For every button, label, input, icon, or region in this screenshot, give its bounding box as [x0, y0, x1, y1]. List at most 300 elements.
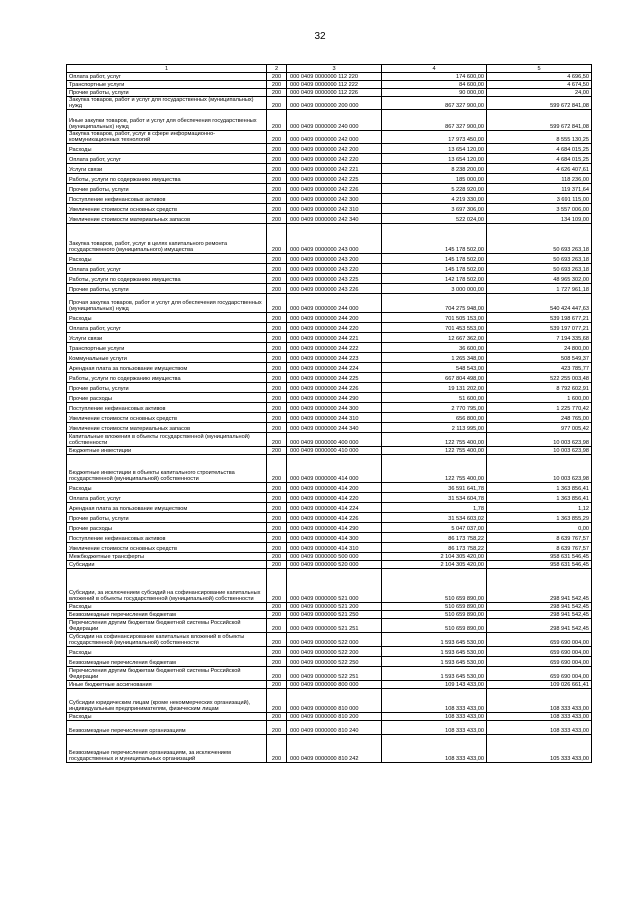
row-kbk-cell: 000 0409 0000000 244 310 [287, 413, 382, 423]
row-plan-amount-cell: 17 973 450,00 [382, 131, 487, 144]
table-row [67, 721, 592, 735]
table-row [67, 455, 592, 483]
row-fact-amount-cell: 8 639 767,57 [487, 543, 592, 553]
row-kbk-cell: 000 0409 0000000 414 000 [287, 455, 382, 483]
row-code-cell: 200 [267, 569, 287, 603]
row-code-cell: 200 [267, 110, 287, 131]
row-code-cell: 200 [267, 284, 287, 294]
row-plan-amount-cell: 701 453 553,00 [382, 323, 487, 333]
row-kbk-cell: 000 0409 0000000 522 251 [287, 667, 382, 681]
header-cell-code: 2 [267, 65, 287, 73]
row-code-cell: 200 [267, 131, 287, 144]
row-fact-amount-cell: 108 333 433,00 [487, 689, 592, 713]
row-kbk-cell: 000 0409 0000000 414 310 [287, 543, 382, 553]
row-fact-amount-cell: 24,00 [487, 89, 592, 97]
row-kbk-cell: 000 0409 0000000 242 226 [287, 184, 382, 194]
row-kbk-cell: 000 0409 0000000 410 000 [287, 447, 382, 455]
table-row [67, 513, 592, 523]
row-kbk-cell: 000 0409 0000000 242 225 [287, 174, 382, 184]
table-row [67, 294, 592, 313]
row-plan-amount-cell: 13 654 120,00 [382, 154, 487, 164]
row-kbk-cell: 000 0409 0000000 244 000 [287, 294, 382, 313]
row-kbk-cell: 000 0409 0000000 414 200 [287, 483, 382, 493]
row-name-cell: Безвозмездные перечисления бюджетам [67, 611, 267, 619]
row-plan-amount-cell: 2 104 305 420,00 [382, 553, 487, 561]
row-code-cell: 200 [267, 89, 287, 97]
table-row [67, 254, 592, 264]
row-fact-amount-cell: 4 626 407,61 [487, 164, 592, 174]
row-fact-amount-cell: 298 941 542,45 [487, 603, 592, 611]
row-code-cell: 200 [267, 611, 287, 619]
row-kbk-cell: 000 0409 0000000 522 200 [287, 647, 382, 657]
row-plan-amount-cell: 548 543,00 [382, 363, 487, 373]
table-row [67, 533, 592, 543]
row-fact-amount-cell: 4 684 015,25 [487, 154, 592, 164]
row-fact-amount-cell: 108 333 433,00 [487, 713, 592, 721]
row-plan-amount-cell: 2 113 995,00 [382, 423, 487, 433]
row-plan-amount-cell: 1 593 645 530,00 [382, 657, 487, 667]
row-fact-amount-cell: 539 198 677,21 [487, 313, 592, 323]
row-plan-amount-cell: 145 178 502,00 [382, 264, 487, 274]
table-row [67, 81, 592, 89]
row-plan-amount-cell: 12 667 362,00 [382, 333, 487, 343]
row-kbk-cell: 000 0409 0000000 242 200 [287, 144, 382, 154]
row-fact-amount-cell: 8 639 767,57 [487, 533, 592, 543]
row-name-cell: Арендная плата за пользование имуществом [67, 363, 267, 373]
row-fact-amount-cell: 522 255 003,48 [487, 373, 592, 383]
row-kbk-cell: 000 0409 0000000 244 220 [287, 323, 382, 333]
row-code-cell: 200 [267, 433, 287, 447]
row-code-cell: 200 [267, 523, 287, 533]
row-plan-amount-cell: 109 143 433,00 [382, 681, 487, 689]
row-fact-amount-cell: 24 800,00 [487, 343, 592, 353]
row-plan-amount-cell: 31 534 604,78 [382, 493, 487, 503]
row-plan-amount-cell: 1 265 348,00 [382, 353, 487, 363]
row-plan-amount-cell: 5 047 037,00 [382, 523, 487, 533]
row-kbk-cell: 000 0409 0000000 242 000 [287, 131, 382, 144]
row-plan-amount-cell: 1 593 645 530,00 [382, 633, 487, 647]
row-fact-amount-cell: 119 371,64 [487, 184, 592, 194]
row-fact-amount-cell: 7 194 335,68 [487, 333, 592, 343]
row-plan-amount-cell: 522 024,00 [382, 214, 487, 224]
row-kbk-cell: 000 0409 0000000 414 300 [287, 533, 382, 543]
row-code-cell: 200 [267, 353, 287, 363]
row-kbk-cell: 000 0409 0000000 414 224 [287, 503, 382, 513]
row-name-cell: Капитальные вложения в объекты государственной (муниципальной) собственности [67, 433, 267, 447]
row-name-cell: Расходы [67, 483, 267, 493]
row-plan-amount-cell: 656 800,00 [382, 413, 487, 423]
row-kbk-cell: 000 0409 0000000 243 226 [287, 284, 382, 294]
row-code-cell: 200 [267, 561, 287, 569]
row-plan-amount-cell: 36 591 641,78 [382, 483, 487, 493]
row-kbk-cell: 000 0409 0000000 810 240 [287, 721, 382, 735]
row-kbk-cell: 000 0409 0000000 521 200 [287, 603, 382, 611]
table-row [67, 110, 592, 131]
row-kbk-cell: 000 0409 0000000 521 000 [287, 569, 382, 603]
row-code-cell: 200 [267, 483, 287, 493]
row-plan-amount-cell: 31 534 603,02 [382, 513, 487, 523]
row-fact-amount-cell: 248 765,00 [487, 413, 592, 423]
row-fact-amount-cell: 118 236,00 [487, 174, 592, 184]
row-plan-amount-cell: 510 659 890,00 [382, 611, 487, 619]
table-row [67, 619, 592, 633]
row-plan-amount-cell: 174 600,00 [382, 73, 487, 81]
row-kbk-cell: 000 0409 0000000 400 000 [287, 433, 382, 447]
row-plan-amount-cell: 3 697 306,00 [382, 204, 487, 214]
row-kbk-cell: 000 0409 0000000 112 220 [287, 73, 382, 81]
row-plan-amount-cell: 5 228 920,00 [382, 184, 487, 194]
table-row [67, 224, 592, 254]
table-row [67, 131, 592, 144]
row-name-cell: Прочие расходы [67, 393, 267, 403]
row-kbk-cell: 000 0409 0000000 522 000 [287, 633, 382, 647]
row-name-cell: Расходы [67, 713, 267, 721]
row-code-cell: 200 [267, 667, 287, 681]
row-name-cell: Услуги связи [67, 164, 267, 174]
row-name-cell: Оплата работ, услуг [67, 154, 267, 164]
table-row [67, 735, 592, 763]
row-name-cell: Увеличение стоимости основных средств [67, 543, 267, 553]
table-header-row [67, 65, 592, 73]
row-code-cell: 200 [267, 413, 287, 423]
row-fact-amount-cell: 4 684 015,25 [487, 144, 592, 154]
table-row [67, 603, 592, 611]
row-kbk-cell: 000 0409 0000000 414 290 [287, 523, 382, 533]
row-name-cell: Услуги связи [67, 333, 267, 343]
row-fact-amount-cell: 599 672 841,08 [487, 97, 592, 110]
row-fact-amount-cell: 540 424 447,63 [487, 294, 592, 313]
row-code-cell: 200 [267, 204, 287, 214]
row-name-cell: Увеличение стоимости материальных запасов [67, 423, 267, 433]
row-plan-amount-cell: 122 755 400,00 [382, 433, 487, 447]
header-cell-plan: 4 [382, 65, 487, 73]
row-name-cell: Прочая закупка товаров, работ и услуг для обеспечения государственных (муниципальных) нужд [67, 294, 267, 313]
row-fact-amount-cell: 1 363 856,41 [487, 483, 592, 493]
table-row [67, 553, 592, 561]
row-code-cell: 200 [267, 393, 287, 403]
row-kbk-cell: 000 0409 0000000 242 310 [287, 204, 382, 214]
table-row [67, 73, 592, 81]
row-kbk-cell: 000 0409 0000000 200 000 [287, 97, 382, 110]
row-name-cell: Прочие работы, услуги [67, 513, 267, 523]
row-fact-amount-cell: 4 674,50 [487, 81, 592, 89]
row-name-cell: Субсидии, за исключением субсидий на софинансирование капитальных вложений в объекты государственной (муниципальной) собственности [67, 569, 267, 603]
row-name-cell: Прочие расходы [67, 523, 267, 533]
table-row [67, 493, 592, 503]
row-fact-amount-cell: 8 792 602,91 [487, 383, 592, 393]
row-fact-amount-cell: 134 109,00 [487, 214, 592, 224]
table-row [67, 353, 592, 363]
table-row [67, 523, 592, 533]
row-name-cell: Межбюджетные трансферты [67, 553, 267, 561]
row-plan-amount-cell: 1 593 645 530,00 [382, 647, 487, 657]
table-row [67, 164, 592, 174]
table-row [67, 647, 592, 657]
row-plan-amount-cell: 86 173 758,22 [382, 533, 487, 543]
row-plan-amount-cell: 701 505 153,00 [382, 313, 487, 323]
row-plan-amount-cell: 1 593 645 530,00 [382, 667, 487, 681]
row-code-cell: 200 [267, 493, 287, 503]
table-row [67, 373, 592, 383]
row-name-cell: Закупка товаров, работ и услуг для государственных (муниципальных) нужд [67, 97, 267, 110]
table-row [67, 363, 592, 373]
row-plan-amount-cell: 36 600,00 [382, 343, 487, 353]
row-kbk-cell: 000 0409 0000000 244 200 [287, 313, 382, 323]
table-row [67, 713, 592, 721]
row-kbk-cell: 000 0409 0000000 810 242 [287, 735, 382, 763]
row-name-cell: Увеличение стоимости основных средств [67, 413, 267, 423]
row-fact-amount-cell: 1 363 856,41 [487, 493, 592, 503]
row-code-cell: 200 [267, 543, 287, 553]
row-name-cell: Работы, услуги по содержанию имущества [67, 373, 267, 383]
row-kbk-cell: 000 0409 0000000 500 000 [287, 553, 382, 561]
table-row [67, 174, 592, 184]
row-name-cell: Прочие работы, услуги [67, 284, 267, 294]
table-row [67, 284, 592, 294]
row-name-cell: Оплата работ, услуг [67, 264, 267, 274]
row-plan-amount-cell: 108 333 433,00 [382, 689, 487, 713]
row-code-cell: 200 [267, 363, 287, 373]
row-plan-amount-cell: 4 219 330,00 [382, 194, 487, 204]
table-row [67, 323, 592, 333]
row-kbk-cell: 000 0409 0000000 810 000 [287, 689, 382, 713]
row-code-cell: 200 [267, 97, 287, 110]
row-fact-amount-cell: 50 693 263,18 [487, 254, 592, 264]
header-cell-fact: 5 [487, 65, 592, 73]
row-code-cell: 200 [267, 164, 287, 174]
row-code-cell: 200 [267, 294, 287, 313]
row-kbk-cell: 000 0409 0000000 243 225 [287, 274, 382, 284]
row-name-cell: Бюджетные инвестиции [67, 447, 267, 455]
row-fact-amount-cell: 599 672 841,08 [487, 110, 592, 131]
row-fact-amount-cell: 109 026 661,41 [487, 681, 592, 689]
table-row [67, 503, 592, 513]
row-fact-amount-cell: 8 555 130,25 [487, 131, 592, 144]
row-fact-amount-cell: 508 549,37 [487, 353, 592, 363]
row-fact-amount-cell: 958 631 546,45 [487, 561, 592, 569]
row-plan-amount-cell: 185 000,00 [382, 174, 487, 184]
row-name-cell: Перечисления другим бюджетам бюджетной системы Российской Федерации [67, 667, 267, 681]
row-name-cell: Поступление нефинансовых активов [67, 533, 267, 543]
row-code-cell: 200 [267, 647, 287, 657]
row-kbk-cell: 000 0409 0000000 242 220 [287, 154, 382, 164]
row-name-cell: Коммунальные услуги [67, 353, 267, 363]
row-plan-amount-cell: 1,78 [382, 503, 487, 513]
row-code-cell: 200 [267, 194, 287, 204]
row-fact-amount-cell: 1 363 855,29 [487, 513, 592, 523]
row-name-cell: Иные бюджетные ассигнования [67, 681, 267, 689]
row-fact-amount-cell: 977 005,42 [487, 423, 592, 433]
row-code-cell: 200 [267, 513, 287, 523]
table-row [67, 194, 592, 204]
row-name-cell: Оплата работ, услуг [67, 493, 267, 503]
row-code-cell: 200 [267, 73, 287, 81]
row-fact-amount-cell: 0,00 [487, 523, 592, 533]
row-plan-amount-cell: 2 770 795,00 [382, 403, 487, 413]
row-plan-amount-cell: 704 275 948,00 [382, 294, 487, 313]
row-plan-amount-cell: 3 000 000,00 [382, 284, 487, 294]
row-name-cell: Иные закупки товаров, работ и услуг для обеспечения государственных (муниципальных) нужд [67, 110, 267, 131]
table-row [67, 204, 592, 214]
row-plan-amount-cell: 108 333 433,00 [382, 735, 487, 763]
row-kbk-cell: 000 0409 0000000 112 226 [287, 89, 382, 97]
row-code-cell: 200 [267, 264, 287, 274]
row-name-cell: Расходы [67, 144, 267, 154]
row-fact-amount-cell: 1 600,00 [487, 393, 592, 403]
table-row [67, 433, 592, 447]
row-plan-amount-cell: 142 178 502,00 [382, 274, 487, 284]
row-fact-amount-cell: 659 690 004,00 [487, 667, 592, 681]
row-code-cell: 200 [267, 333, 287, 343]
table-row [67, 447, 592, 455]
row-name-cell: Прочие работы, услуги [67, 89, 267, 97]
row-code-cell: 200 [267, 214, 287, 224]
row-code-cell: 200 [267, 254, 287, 264]
row-fact-amount-cell: 298 941 542,45 [487, 569, 592, 603]
row-plan-amount-cell: 510 659 890,00 [382, 619, 487, 633]
row-name-cell: Расходы [67, 603, 267, 611]
row-fact-amount-cell: 659 690 004,00 [487, 647, 592, 657]
row-plan-amount-cell: 19 131 202,00 [382, 383, 487, 393]
row-name-cell: Безвозмездные перечисления организациям [67, 721, 267, 735]
row-kbk-cell: 000 0409 0000000 244 222 [287, 343, 382, 353]
row-code-cell: 200 [267, 619, 287, 633]
table-row [67, 274, 592, 284]
row-kbk-cell: 000 0409 0000000 244 290 [287, 393, 382, 403]
row-name-cell: Безвозмездные перечисления бюджетам [67, 657, 267, 667]
row-name-cell: Поступление нефинансовых активов [67, 403, 267, 413]
row-name-cell: Работы, услуги по содержанию имущества [67, 174, 267, 184]
table-row [67, 633, 592, 647]
row-fact-amount-cell: 50 693 263,18 [487, 224, 592, 254]
row-name-cell: Арендная плата за пользование имуществом [67, 503, 267, 513]
table-row [67, 403, 592, 413]
table-row [67, 393, 592, 403]
row-plan-amount-cell: 8 238 200,00 [382, 164, 487, 174]
table-row [67, 264, 592, 274]
row-code-cell: 200 [267, 144, 287, 154]
row-fact-amount-cell: 105 333 433,00 [487, 735, 592, 763]
table-row [67, 543, 592, 553]
row-plan-amount-cell: 90 000,00 [382, 89, 487, 97]
row-kbk-cell: 000 0409 0000000 520 000 [287, 561, 382, 569]
header-cell-kbk: 3 [287, 65, 382, 73]
row-code-cell: 200 [267, 447, 287, 455]
row-fact-amount-cell: 659 690 004,00 [487, 633, 592, 647]
row-name-cell: Поступление нефинансовых активов [67, 194, 267, 204]
row-fact-amount-cell: 958 631 546,45 [487, 553, 592, 561]
row-fact-amount-cell: 3 557 006,00 [487, 204, 592, 214]
row-code-cell: 200 [267, 713, 287, 721]
row-fact-amount-cell: 48 965 302,00 [487, 274, 592, 284]
row-code-cell: 200 [267, 657, 287, 667]
row-name-cell: Оплата работ, услуг [67, 323, 267, 333]
row-plan-amount-cell: 84 600,00 [382, 81, 487, 89]
row-code-cell: 200 [267, 633, 287, 647]
row-kbk-cell: 000 0409 0000000 521 250 [287, 611, 382, 619]
row-fact-amount-cell: 298 941 542,45 [487, 611, 592, 619]
row-name-cell: Расходы [67, 647, 267, 657]
row-kbk-cell: 000 0409 0000000 244 224 [287, 363, 382, 373]
row-name-cell: Закупка товаров, работ, услуг в сфере информационно-коммуникационных технологий [67, 131, 267, 144]
row-code-cell: 200 [267, 274, 287, 284]
row-name-cell: Прочие работы, услуги [67, 184, 267, 194]
table-row [67, 423, 592, 433]
row-plan-amount-cell: 510 659 890,00 [382, 569, 487, 603]
row-name-cell: Бюджетные инвестиции в объекты капитального строительства государственной (муниципальной) собственности [67, 455, 267, 483]
table-row [67, 383, 592, 393]
row-fact-amount-cell: 1 727 961,18 [487, 284, 592, 294]
table-row [67, 184, 592, 194]
row-kbk-cell: 000 0409 0000000 242 300 [287, 194, 382, 204]
row-fact-amount-cell: 539 197 077,21 [487, 323, 592, 333]
row-name-cell: Увеличение стоимости основных средств [67, 204, 267, 214]
table-row [67, 144, 592, 154]
row-code-cell: 200 [267, 533, 287, 543]
budget-execution-table [66, 64, 592, 763]
row-name-cell: Перечисления другим бюджетам бюджетной системы Российской Федерации [67, 619, 267, 633]
row-code-cell: 200 [267, 373, 287, 383]
row-kbk-cell: 000 0409 0000000 244 221 [287, 333, 382, 343]
row-kbk-cell: 000 0409 0000000 414 226 [287, 513, 382, 523]
row-code-cell: 200 [267, 455, 287, 483]
row-plan-amount-cell: 667 804 498,00 [382, 373, 487, 383]
row-code-cell: 200 [267, 423, 287, 433]
row-name-cell: Оплата работ, услуг [67, 73, 267, 81]
header-cell-name: 1 [67, 65, 267, 73]
row-kbk-cell: 000 0409 0000000 242 221 [287, 164, 382, 174]
row-plan-amount-cell: 86 173 758,22 [382, 543, 487, 553]
row-name-cell: Прочие работы, услуги [67, 383, 267, 393]
row-fact-amount-cell: 10 003 623,98 [487, 433, 592, 447]
row-kbk-cell: 000 0409 0000000 112 222 [287, 81, 382, 89]
row-code-cell: 200 [267, 689, 287, 713]
table-row [67, 561, 592, 569]
row-kbk-cell: 000 0409 0000000 243 000 [287, 224, 382, 254]
row-plan-amount-cell: 510 659 890,00 [382, 603, 487, 611]
table-row [67, 313, 592, 323]
table-row [67, 97, 592, 110]
row-code-cell: 200 [267, 154, 287, 164]
row-name-cell: Транспортные услуги [67, 343, 267, 353]
row-plan-amount-cell: 145 178 502,00 [382, 224, 487, 254]
row-fact-amount-cell: 1 225 770,42 [487, 403, 592, 413]
row-fact-amount-cell: 4 696,50 [487, 73, 592, 81]
table-row [67, 689, 592, 713]
row-plan-amount-cell: 13 654 120,00 [382, 144, 487, 154]
row-kbk-cell: 000 0409 0000000 810 200 [287, 713, 382, 721]
table-row [67, 657, 592, 667]
row-code-cell: 200 [267, 553, 287, 561]
row-code-cell: 200 [267, 343, 287, 353]
row-kbk-cell: 000 0409 0000000 243 200 [287, 254, 382, 264]
row-code-cell: 200 [267, 81, 287, 89]
row-code-cell: 200 [267, 383, 287, 393]
row-plan-amount-cell: 108 333 433,00 [382, 713, 487, 721]
table-row [67, 214, 592, 224]
table-row [67, 343, 592, 353]
row-fact-amount-cell: 108 333 433,00 [487, 721, 592, 735]
row-code-cell: 200 [267, 174, 287, 184]
table-row [67, 413, 592, 423]
table-row [67, 667, 592, 681]
row-plan-amount-cell: 122 755 400,00 [382, 455, 487, 483]
row-name-cell: Увеличение стоимости материальных запасов [67, 214, 267, 224]
row-code-cell: 200 [267, 681, 287, 689]
row-kbk-cell: 000 0409 0000000 242 340 [287, 214, 382, 224]
row-kbk-cell: 000 0409 0000000 244 300 [287, 403, 382, 413]
row-name-cell: Работы, услуги по содержанию имущества [67, 274, 267, 284]
